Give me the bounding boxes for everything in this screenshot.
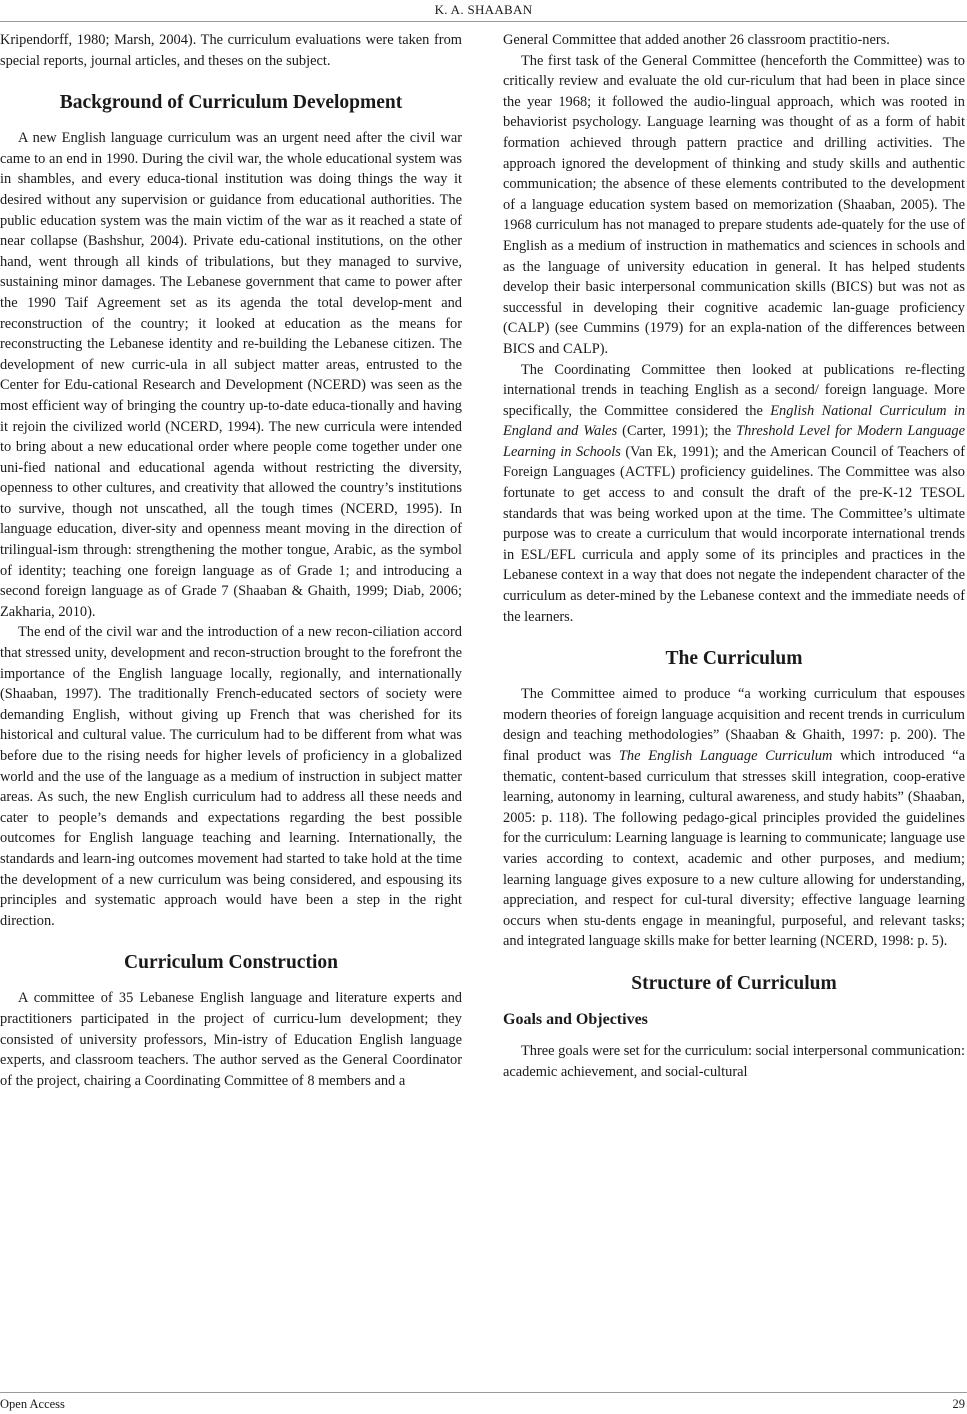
- heading-the-curriculum: The Curriculum: [665, 648, 803, 670]
- heading-background: Background of Curriculum Development: [59, 92, 403, 114]
- curr-text-b: which introduced “a thematic, content-based curriculum that stresses skill integration, coop-erative learning, autonomy in learning, cultural awareness, and study habits” (Shaaban, 2005: p. 118). The following pedago-gical principles provided the guidelines for the curriculum: Learning language is learning to communicate; language use varies according to context, academic and other purposes, and medium; learning language gives exposure to a new culture allowing for understanding, appreciation, and respect for cul-tural diversity; effective language learning occurs when stu-dents engage in meaningful, purposeful, and relevant tasks; and integrated language skills make for better learning (NCERD, 1998: p. 5).: [503, 748, 965, 950]
- paragraph-construction: A committee of 35 Lebanese English language and literature experts and practitioners participated in the project of curricu-lum development; they consisted of university professors, Min-istry of Education English language experts, and classroom teachers. The author served as the General Coordinator of the project, chairing a Coordinating Committee of 8 members and a: [0, 990, 462, 1089]
- right-column: [503, 30, 965, 1082]
- heading-structure-of-curriculum: Structure of Curriculum: [631, 972, 837, 994]
- page-number: 29: [952, 1397, 965, 1411]
- paragraph-background-1: A new English language curriculum was an urgent need after the civil war came to an end in 1990. During the civil war, the whole educational system was in shambles, and every educa-tional institution was doing things the way it desired without any supervision or guidance from educational authorities. The public education system was the main victim of the war as it reached a state of near collapse (Bashshur, 2004). Private edu-cational institutions, on the other hand, went through all kinds of tribulations, but they managed to survive, sustaining minor damages. The Lebanese government that came to power after the 1990 Taif Agreement set as its agenda the total develop-ment and reconstruction of the country; it looked at education as the means for reconstructing the Lebanese identity and re-building the Lebanese citizen. The development of new curric-ula in all subject matter areas, entrusted to the Center for Edu-cational Research and Development (NCERD) was seen as the most efficient way of bringing the country up-to-date educa-tionally and having it rejoin the civilized world (NCERD, 1994). The new curricula were intended to bring about a new educational order where people come together under one uni-fied national and educational agenda without restricting the diversity, openness to other cultures, and creativity that allowed the country’s institutions to survive, though not unscathed, all the tough times (NCERD, 1995). In language education, diver-sity and openness meant moving in the direction of trilingual-ism through: strengthening the mother tongue, Arabic, as the symbol of identity; teaching one foreign language as of Grade 1; and introducing a second foreign language as of Grade 7 (Shaaban & Ghaith, 1999; Diab, 2006; Zakharia, 2010).: [0, 130, 462, 620]
- footer-open-access: Open Access: [0, 1397, 65, 1411]
- subheading-goals-objectives: Goals and Objectives: [503, 1010, 648, 1028]
- coord-text-c: (Van Ek, 1991); and the American Council of Teachers of Foreign Languages (ACTFL) proficiency guidelines. The Committee was also fortunate to get access to and consult the draft of the pre-K-12 TESOL standards that was being worked upon at the time. The Committee’s ultimate purpose was to create a curriculum that would incorporate international trends in ESL/EFL curricula and apply some of its principles and practices in the Lebanese context in a way that does not negate the independent character of the curriculum as deter-mined by the Lebanese context and the immediate needs of the learners.: [503, 443, 965, 625]
- paragraph-coordinating-committee: [503, 360, 965, 628]
- coord-title-english-national-curriculum: English National Curriculum in England and Wales: [503, 402, 966, 440]
- paragraph-first-task: The first task of the General Committee (henceforth the Committee) was to critically review and evaluate the old cur-riculum that had been in place since the year 1968; it followed the audio-lingual approach, which was rooted in behaviorist psychology. Language learning was thought of as a form of habit formation achieved through pattern practice and drilling activities. The approach ignored the development of thinking and study skills and authentic communication; the absence of these elements contributed to the development of a language education system based on memorization (Shaaban, 2005). The 1968 curriculum has not managed to prepare students ade-quately for the use of English as a medium of instruction in mathematics and sciences in schools and as the language of university education in general. It has helped students develop their basic interpersonal communication skills (BICS) but was not as successful in developing their cognitive academic lan-guage proficiency (CALP) (see Cummins (1979) for an expla-nation of the differences between BICS and CALP).: [503, 52, 965, 357]
- paragraph-general-committee: General Committee that added another 26 classroom practitio-ners.: [503, 32, 890, 48]
- paragraph-goals: Three goals were set for the curriculum: social interpersonal communication: academic achievement, and social-cultural: [503, 1042, 965, 1080]
- footer-rule: [0, 1392, 967, 1393]
- coord-title-threshold-level: Threshold Level for Modern Language Learning in Schools: [503, 423, 965, 460]
- paragraph-intro: Kripendorff, 1980; Marsh, 2004). The curriculum evaluations were taken from special reports, journal articles, and theses on the subject.: [0, 32, 462, 69]
- curr-title-english-language-curriculum: The English Language Curriculum: [618, 748, 833, 764]
- page-footer: [0, 1392, 967, 1414]
- coord-text-b: (Carter, 1991); the: [617, 423, 737, 440]
- coord-text-a: The Coordinating Committee then looked at publications re-flecting international trends in teaching English as a second/ foreign language. More specifically, the Committee considered the: [503, 361, 965, 419]
- paragraph-curriculum: [503, 684, 965, 952]
- running-head-author: K. A. SHAABAN: [434, 2, 533, 17]
- header-rule: [0, 21, 967, 22]
- heading-curriculum-construction: Curriculum Construction: [124, 952, 338, 974]
- running-header: [0, 0, 967, 22]
- left-column: [0, 30, 462, 1091]
- paragraph-background-2: The end of the civil war and the introduction of a new recon-ciliation accord that stressed unity, development and recon-struction brought to the forefront the importance of the English language locally, regionally, and internationally (Shaaban, 1997). The traditionally French-educated sectors of society were demanding English, without giving up French that was cherished for its historical and cultural value. The curriculum had to be different from what was before due to the rising needs for higher levels of proficiency in a globalized world and the use of the language as a medium of instruction in subject matter areas. As such, the new English curriculum had to address all these needs and cater to people’s demands and expectations regarding the best possible outcomes for English language teaching and learning. Internationally, the standards and learn-ing outcomes movement had started to take hold at the time the development of a new curriculum was being considered, and espousing its principles and systematic approach would have been a step in the right direction.: [0, 624, 462, 929]
- curr-text-a: The Committee aimed to produce “a working curriculum that espouses modern theories of foreign language acquisition and recent trends in curriculum design and teaching methodologies” (Shaaban & Ghaith, 1997: p. 200). The final product was: [503, 686, 965, 764]
